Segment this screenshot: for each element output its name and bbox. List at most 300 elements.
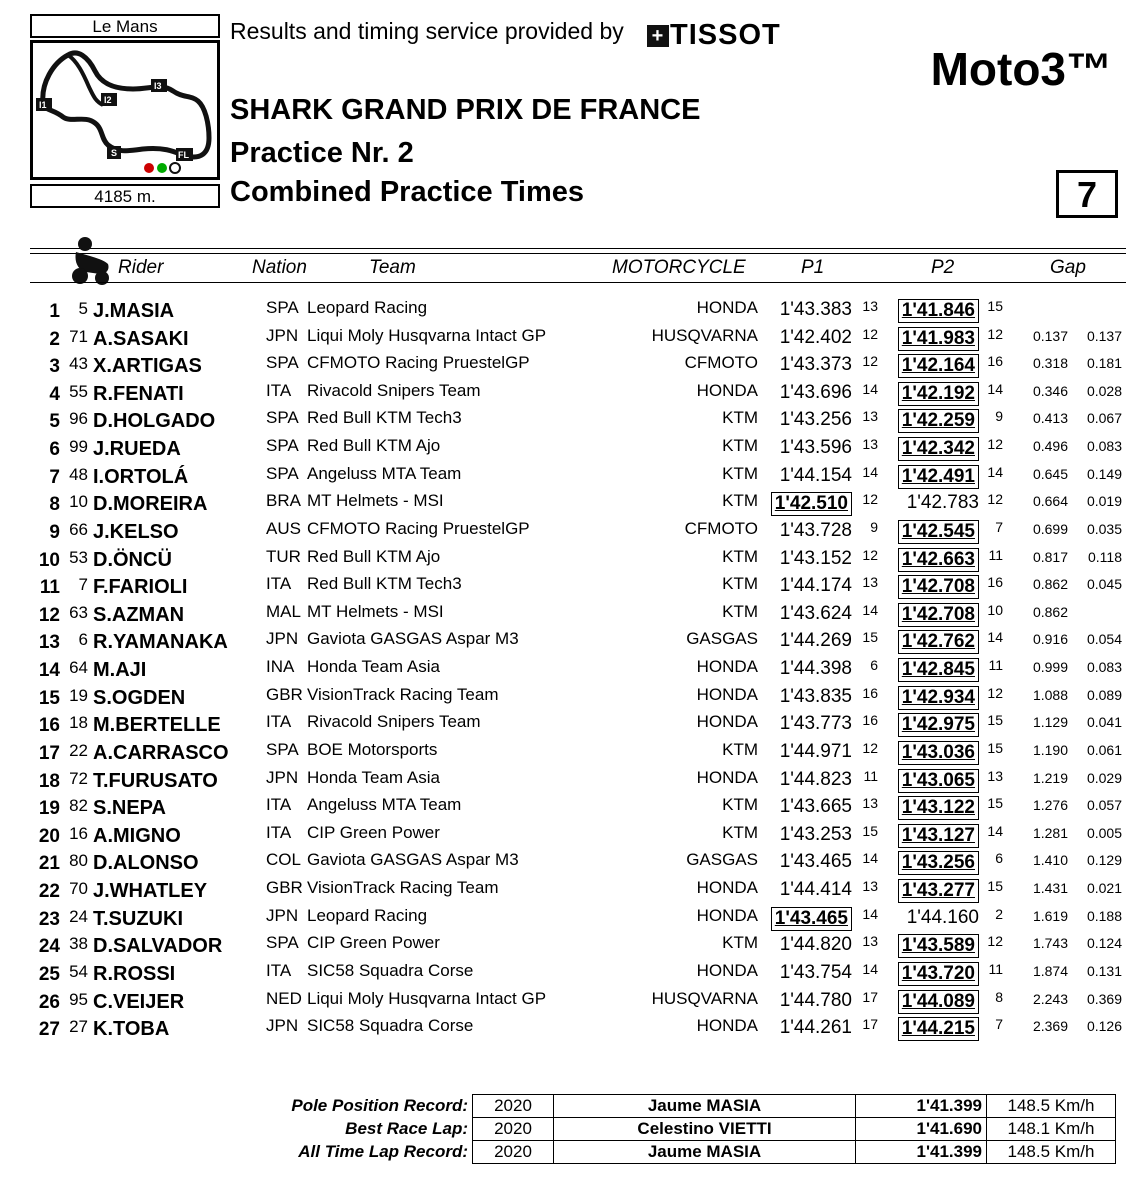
gap-previous-cell: 0.054 — [1086, 631, 1122, 648]
p1-lap-cell: 9 — [870, 518, 878, 535]
rider-name-cell: K.TOBA — [93, 1018, 170, 1041]
gap-first-cell: 1.129 — [1032, 714, 1068, 731]
team-cell: Red Bull KTM Tech3 — [307, 408, 462, 428]
motorcycle-cell: KTM — [722, 933, 758, 953]
rider-name-cell: A.MIGNO — [93, 824, 181, 847]
motorcycle-cell: HONDA — [696, 380, 758, 400]
p2-lap-cell: 15 — [987, 878, 1003, 895]
rider-number-cell: 95 — [69, 989, 88, 1009]
position-cell: 21 — [38, 853, 60, 875]
gap-previous-cell: 0.083 — [1086, 659, 1122, 676]
p1-lap-cell: 13 — [862, 878, 878, 895]
p1-time-cell: 1'42.402 — [779, 326, 852, 348]
record-row — [286, 1118, 1116, 1141]
gap-first-cell: 0.645 — [1032, 465, 1068, 482]
gap-previous-cell: 0.181 — [1086, 355, 1122, 372]
team-cell: Angeluss MTA Team — [307, 463, 462, 483]
rider-name-cell: S.OGDEN — [93, 686, 186, 709]
table-row — [0, 352, 1146, 379]
motorcycle-cell: KTM — [722, 795, 758, 815]
nation-cell: ITA — [266, 795, 292, 815]
rider-number-cell: 64 — [69, 658, 88, 678]
gap-previous-cell: 0.041 — [1086, 714, 1122, 731]
col-gap: Gap — [1050, 257, 1086, 278]
gap-previous-cell: 0.067 — [1086, 410, 1122, 427]
position-cell: 2 — [49, 328, 60, 350]
nation-cell: SPA — [266, 298, 299, 317]
table-row — [0, 767, 1146, 794]
team-cell: SIC58 Squadra Corse — [307, 1016, 474, 1036]
p2-time-cell: 1'42.708 — [898, 603, 979, 627]
p2-lap-cell: 13 — [987, 767, 1003, 784]
record-label: Best Race Lap: — [345, 1119, 468, 1138]
p1-lap-cell: 11 — [863, 767, 878, 784]
team-cell: VisionTrack Racing Team — [307, 684, 499, 704]
team-cell: CFMOTO Racing PruestelGP — [307, 353, 530, 373]
p1-time-cell: 1'43.596 — [779, 437, 852, 459]
p2-lap-cell: 14 — [987, 822, 1003, 839]
rider-name-cell: C.VEIJER — [93, 990, 185, 1013]
rider-number-cell: 5 — [78, 299, 88, 318]
nation-cell: GBR — [266, 684, 303, 704]
rider-name-cell: I.ORTOLÁ — [93, 465, 189, 488]
table-row — [0, 573, 1146, 600]
p1-time-cell: 1'43.696 — [779, 381, 852, 403]
record-speed: 148.5 Km/h — [987, 1095, 1116, 1118]
nation-cell: JPN — [266, 1016, 299, 1036]
nation-cell: SPA — [266, 353, 299, 373]
gap-previous-cell: 0.028 — [1086, 382, 1122, 399]
p2-time-cell: 1'42.491 — [898, 465, 979, 489]
motorcycle-cell: KTM — [722, 408, 758, 428]
gap-previous-cell: 0.061 — [1086, 741, 1122, 758]
team-cell: Gaviota GASGAS Aspar M3 — [307, 629, 519, 649]
p1-lap-cell: 12 — [862, 546, 878, 563]
team-cell: CIP Green Power — [307, 933, 440, 953]
rider-name-cell: F.FARIOLI — [93, 576, 188, 599]
gap-first-cell: 0.137 — [1032, 327, 1068, 344]
p2-lap-cell: 14 — [987, 463, 1003, 480]
p2-time-cell: 1'42.708 — [898, 575, 979, 599]
rider-name-cell: J.MASIA — [93, 300, 175, 322]
p1-time-cell: 1'43.624 — [779, 602, 852, 624]
position-cell: 13 — [38, 632, 60, 654]
table-row — [0, 628, 1146, 655]
motorcycle-cell: HONDA — [696, 657, 758, 677]
position-cell: 11 — [39, 577, 60, 599]
p2-time-cell: 1'43.122 — [898, 796, 979, 820]
motorcycle-cell: HONDA — [696, 712, 758, 732]
p1-time-cell: 1'43.754 — [779, 961, 852, 983]
table-row — [0, 877, 1146, 904]
table-row — [0, 960, 1146, 987]
sponsor-logo — [646, 19, 781, 52]
rider-name-cell: D.HOLGADO — [93, 410, 216, 433]
gap-previous-cell: 0.124 — [1086, 935, 1122, 952]
p2-time-cell: 1'42.975 — [898, 713, 979, 737]
sponsor-name: TISSOT — [670, 19, 781, 51]
team-cell: Leopard Racing — [307, 298, 428, 317]
team-cell: MT Helmets - MSI — [307, 491, 444, 511]
header-rule-bottom — [30, 282, 1126, 283]
p2-time-cell: 1'43.127 — [898, 824, 979, 848]
track-layout-icon — [33, 43, 217, 177]
p1-lap-cell: 14 — [862, 905, 878, 922]
table-row — [0, 988, 1146, 1015]
rider-name-cell: X.ARTIGAS — [93, 355, 202, 378]
record-row — [286, 1095, 1116, 1118]
gap-first-cell: 1.219 — [1032, 769, 1068, 786]
rider-name-cell: R.YAMANAKA — [93, 631, 228, 654]
p2-time-cell: 1'41.846 — [898, 299, 979, 323]
rider-number-cell: 7 — [78, 575, 88, 595]
gap-first-cell: 1.874 — [1032, 962, 1068, 979]
p1-lap-cell: 13 — [862, 574, 878, 591]
p1-time-cell: 1'44.820 — [779, 934, 852, 956]
team-cell: MT Helmets - MSI — [307, 601, 444, 621]
gap-previous-cell: 0.021 — [1086, 880, 1122, 897]
record-rider: Celestino VIETTI — [554, 1118, 856, 1141]
table-row — [0, 822, 1146, 849]
gap-first-cell: 1.410 — [1032, 852, 1068, 869]
event-title: SHARK GRAND PRIX DE FRANCE — [230, 94, 701, 126]
position-cell: 16 — [38, 715, 60, 737]
rider-name-cell: J.WHATLEY — [93, 880, 208, 903]
table-row — [0, 435, 1146, 462]
p2-time-cell: 1'42.164 — [898, 354, 979, 378]
gap-first-cell: 1.276 — [1032, 797, 1068, 814]
map-label-i1: I1 — [39, 100, 47, 110]
motorcycle-cell: HONDA — [696, 298, 758, 317]
team-cell: Gaviota GASGAS Aspar M3 — [307, 850, 519, 870]
p1-lap-cell: 13 — [862, 436, 878, 453]
circuit-length: 4185 m. — [30, 184, 220, 208]
motorcycle-cell: HONDA — [696, 767, 758, 787]
team-cell: Honda Team Asia — [307, 657, 440, 677]
rider-number-cell: 22 — [69, 740, 88, 760]
position-cell: 24 — [38, 936, 60, 958]
nation-cell: INA — [266, 657, 295, 677]
gap-previous-cell: 0.057 — [1086, 797, 1122, 814]
nation-cell: SPA — [266, 436, 299, 456]
team-cell: Rivacold Snipers Team — [307, 712, 481, 732]
p1-lap-cell: 16 — [862, 684, 878, 701]
p1-lap-cell: 13 — [862, 795, 878, 812]
gap-previous-cell: 0.131 — [1086, 962, 1122, 979]
table-row — [0, 463, 1146, 490]
p1-lap-cell: 16 — [862, 712, 878, 729]
motorcycle-cell: KTM — [722, 546, 758, 566]
team-cell: Red Bull KTM Ajo — [307, 436, 441, 456]
rider-number-cell: 55 — [69, 381, 88, 401]
gap-previous-cell: 0.083 — [1086, 438, 1122, 455]
position-cell: 23 — [38, 908, 60, 930]
gap-first-cell: 1.619 — [1032, 907, 1068, 924]
nation-cell: SPA — [266, 463, 299, 483]
team-cell: SIC58 Squadra Corse — [307, 960, 474, 980]
p1-lap-cell: 13 — [862, 298, 878, 314]
rider-number-cell: 53 — [69, 547, 88, 567]
p1-lap-cell: 13 — [862, 933, 878, 950]
rider-name-cell: T.SUZUKI — [93, 907, 183, 930]
rider-number-cell: 63 — [69, 602, 88, 622]
p2-time-cell: 1'44.215 — [898, 1017, 979, 1041]
record-speed: 148.1 Km/h — [987, 1118, 1116, 1141]
p2-lap-cell: 15 — [987, 298, 1003, 314]
rider-name-cell: J.KELSO — [93, 520, 179, 543]
gap-first-cell: 1.088 — [1032, 686, 1068, 703]
p1-time-cell: 1'42.510 — [771, 492, 852, 516]
gap-first-cell: 1.190 — [1032, 741, 1068, 758]
rider-number-cell: 19 — [69, 685, 88, 705]
rider-name-cell: S.AZMAN — [93, 603, 185, 626]
nation-cell: SPA — [266, 408, 299, 428]
p1-lap-cell: 14 — [862, 380, 878, 397]
motorcycle-cell: KTM — [722, 463, 758, 483]
p1-time-cell: 1'43.465 — [779, 851, 852, 873]
gap-previous-cell: 0.149 — [1086, 465, 1122, 482]
position-cell: 20 — [38, 825, 60, 847]
record-speed: 148.5 Km/h — [987, 1141, 1116, 1164]
nation-cell: MAL — [266, 601, 301, 621]
motorcycle-cell: CFMOTO — [684, 518, 758, 538]
motorcycle-cell: CFMOTO — [684, 353, 758, 373]
nation-cell: ITA — [266, 380, 292, 400]
p1-time-cell: 1'44.154 — [779, 464, 852, 486]
rider-number-cell: 48 — [69, 464, 88, 484]
rider-number-cell: 38 — [69, 934, 88, 954]
position-cell: 15 — [38, 687, 60, 709]
rider-number-cell: 96 — [69, 409, 88, 429]
rider-name-cell: R.FENATI — [93, 382, 184, 405]
rider-number-cell: 18 — [69, 713, 88, 733]
p1-lap-cell: 14 — [862, 463, 878, 480]
motorcycle-cell: KTM — [722, 491, 758, 511]
position-cell: 10 — [38, 549, 60, 571]
gap-previous-cell: 0.029 — [1086, 769, 1122, 786]
rider-number-cell: 43 — [69, 354, 88, 374]
nation-cell: JPN — [266, 325, 299, 345]
position-cell: 26 — [38, 991, 60, 1013]
gap-first-cell: 0.496 — [1032, 438, 1068, 455]
p1-time-cell: 1'44.261 — [779, 1017, 852, 1039]
p2-time-cell: 1'43.036 — [898, 741, 979, 765]
p2-time-cell: 1'43.277 — [898, 879, 979, 903]
class-title: Moto3™ — [930, 43, 1112, 95]
p1-time-cell: 1'43.383 — [779, 299, 852, 320]
rider-name-cell: D.SALVADOR — [93, 935, 223, 958]
p1-time-cell: 1'43.773 — [779, 713, 852, 735]
table-row — [0, 684, 1146, 711]
p2-lap-cell: 7 — [995, 518, 1003, 535]
p1-lap-cell: 12 — [862, 739, 878, 756]
p1-time-cell: 1'44.971 — [779, 740, 852, 762]
p1-time-cell: 1'44.398 — [779, 658, 852, 680]
team-cell: Liqui Moly Husqvarna Intact GP — [307, 988, 547, 1008]
position-cell: 18 — [38, 770, 60, 792]
p2-lap-cell: 16 — [987, 353, 1003, 370]
table-row — [0, 739, 1146, 766]
provided-by-text: Results and timing service provided by — [230, 18, 624, 44]
p1-lap-cell: 12 — [862, 353, 878, 370]
rider-name-cell: A.SASAKI — [93, 327, 189, 350]
p2-time-cell: 1'42.342 — [898, 437, 979, 461]
motorcycle-cell: HUSQVARNA — [651, 988, 758, 1008]
gap-previous-cell: 0.126 — [1086, 1018, 1122, 1035]
table-row — [0, 518, 1146, 545]
p1-lap-cell: 15 — [862, 822, 878, 839]
nation-cell: ITA — [266, 574, 292, 594]
team-cell: Red Bull KTM Ajo — [307, 546, 441, 566]
motorcycle-cell: KTM — [722, 574, 758, 594]
map-label-fl: FL — [178, 150, 189, 160]
table-row — [0, 849, 1146, 876]
nation-cell: JPN — [266, 767, 299, 787]
p2-time-cell: 1'42.192 — [898, 382, 979, 406]
p2-lap-cell: 10 — [987, 601, 1003, 618]
nation-cell: BRA — [266, 491, 301, 511]
motorcycle-cell: HONDA — [696, 684, 758, 704]
p1-time-cell: 1'44.823 — [779, 768, 852, 790]
p2-lap-cell: 11 — [988, 546, 1003, 563]
p1-lap-cell: 15 — [862, 629, 878, 646]
records-table — [286, 1094, 1116, 1164]
p1-time-cell: 1'44.174 — [779, 575, 852, 597]
table-row — [0, 380, 1146, 407]
p2-lap-cell: 7 — [995, 1016, 1003, 1033]
position-cell: 7 — [49, 466, 60, 488]
map-label-s: S — [111, 148, 118, 158]
nation-cell: ITA — [266, 822, 292, 842]
p2-time-cell: 1'44.089 — [898, 990, 979, 1014]
circuit-map — [30, 40, 220, 180]
p2-lap-cell: 9 — [995, 408, 1003, 425]
rider-name-cell: S.NEPA — [93, 797, 166, 820]
table-row — [0, 546, 1146, 573]
p2-lap-cell: 6 — [995, 850, 1003, 867]
gap-first-cell: 1.431 — [1032, 880, 1068, 897]
team-cell: Red Bull KTM Tech3 — [307, 574, 462, 594]
gap-previous-cell: 0.118 — [1088, 548, 1122, 565]
p2-lap-cell: 11 — [988, 960, 1003, 977]
nation-cell: AUS — [266, 518, 301, 538]
rider-name-cell: M.BERTELLE — [93, 714, 221, 737]
rider-number-cell: 54 — [69, 961, 88, 981]
rider-number-cell: 99 — [69, 437, 88, 457]
p2-lap-cell: 12 — [987, 325, 1003, 342]
col-p1: P1 — [801, 257, 825, 278]
rider-number-cell: 24 — [69, 906, 88, 926]
page-number: 7 — [1056, 170, 1118, 218]
rider-number-cell: 10 — [69, 492, 88, 512]
gap-first-cell: 1.743 — [1032, 935, 1068, 952]
swiss-cross-icon: + — [647, 25, 669, 47]
rider-number-cell: 80 — [69, 851, 88, 871]
p1-lap-cell: 13 — [862, 408, 878, 425]
gap-first-cell: 2.369 — [1032, 1018, 1068, 1035]
position-cell: 4 — [49, 383, 60, 405]
position-cell: 27 — [38, 1019, 60, 1041]
gap-first-cell: 0.862 — [1032, 576, 1068, 593]
p1-time-cell: 1'43.835 — [779, 685, 852, 707]
p1-time-cell: 1'44.780 — [779, 989, 852, 1011]
p1-time-cell: 1'43.728 — [779, 519, 852, 541]
green-light-icon — [157, 163, 167, 173]
gap-first-cell: 0.318 — [1032, 355, 1068, 372]
table-row — [0, 490, 1146, 517]
gap-first-cell: 0.916 — [1032, 631, 1068, 648]
p2-lap-cell: 8 — [995, 988, 1003, 1005]
table-row — [0, 905, 1146, 932]
record-time: 1'41.399 — [856, 1141, 987, 1164]
record-year: 2020 — [473, 1118, 554, 1141]
rider-number-cell: 70 — [69, 879, 88, 899]
circuit-name: Le Mans — [30, 14, 220, 38]
p2-lap-cell: 12 — [987, 491, 1003, 508]
p1-time-cell: 1'43.465 — [771, 907, 852, 931]
p2-lap-cell: 16 — [987, 574, 1003, 591]
gap-first-cell: 2.243 — [1032, 990, 1068, 1007]
p1-lap-cell: 12 — [862, 491, 878, 508]
rider-number-cell: 16 — [69, 823, 88, 843]
col-nation: Nation — [252, 257, 307, 278]
table-row — [0, 601, 1146, 628]
p2-time-cell: 1'42.545 — [898, 520, 979, 544]
rider-name-cell: D.ÖNCÜ — [93, 548, 172, 571]
rider-name-cell: J.RUEDA — [93, 438, 181, 461]
gap-previous-cell: 0.019 — [1086, 493, 1122, 510]
rider-number-cell: 66 — [69, 519, 88, 539]
document-subtitle: Combined Practice Times — [230, 176, 585, 208]
team-cell: Honda Team Asia — [307, 767, 440, 787]
red-light-icon — [144, 163, 154, 173]
p1-time-cell: 1'43.665 — [779, 796, 852, 818]
nation-cell: SPA — [266, 933, 299, 953]
position-cell: 5 — [49, 411, 60, 433]
rider-number-cell: 6 — [78, 630, 88, 650]
p2-time-cell: 1'42.783 — [906, 492, 979, 514]
p2-lap-cell: 14 — [987, 380, 1003, 397]
p1-time-cell: 1'43.256 — [779, 409, 852, 431]
p2-lap-cell: 14 — [987, 629, 1003, 646]
table-row — [0, 1015, 1146, 1042]
p2-time-cell: 1'44.160 — [906, 906, 979, 928]
table-row — [0, 325, 1146, 352]
motorcycle-cell: HONDA — [696, 1016, 758, 1036]
table-row — [0, 297, 1146, 324]
gap-previous-cell: 0.369 — [1086, 990, 1122, 1007]
team-cell: BOE Motorsports — [307, 739, 438, 759]
record-time: 1'41.690 — [856, 1118, 987, 1141]
p2-lap-cell: 12 — [987, 684, 1003, 701]
p2-time-cell: 1'42.762 — [898, 630, 979, 654]
session-title: Practice Nr. 2 — [230, 137, 414, 169]
position-cell: 3 — [49, 356, 60, 378]
table-row — [0, 656, 1146, 683]
rider-name-cell: R.ROSSI — [93, 962, 176, 985]
gap-previous-cell: 0.129 — [1086, 852, 1122, 869]
gap-previous-cell: 0.045 — [1086, 576, 1122, 593]
table-row — [0, 711, 1146, 738]
finish-icon — [170, 163, 180, 173]
position-cell: 14 — [38, 660, 60, 682]
team-cell: VisionTrack Racing Team — [307, 878, 499, 898]
position-cell: 8 — [49, 494, 60, 516]
position-cell: 12 — [38, 604, 60, 626]
col-motorcycle: MOTORCYCLE — [612, 257, 746, 278]
team-cell: Liqui Moly Husqvarna Intact GP — [307, 325, 547, 345]
gap-first-cell: 0.862 — [1032, 603, 1068, 620]
